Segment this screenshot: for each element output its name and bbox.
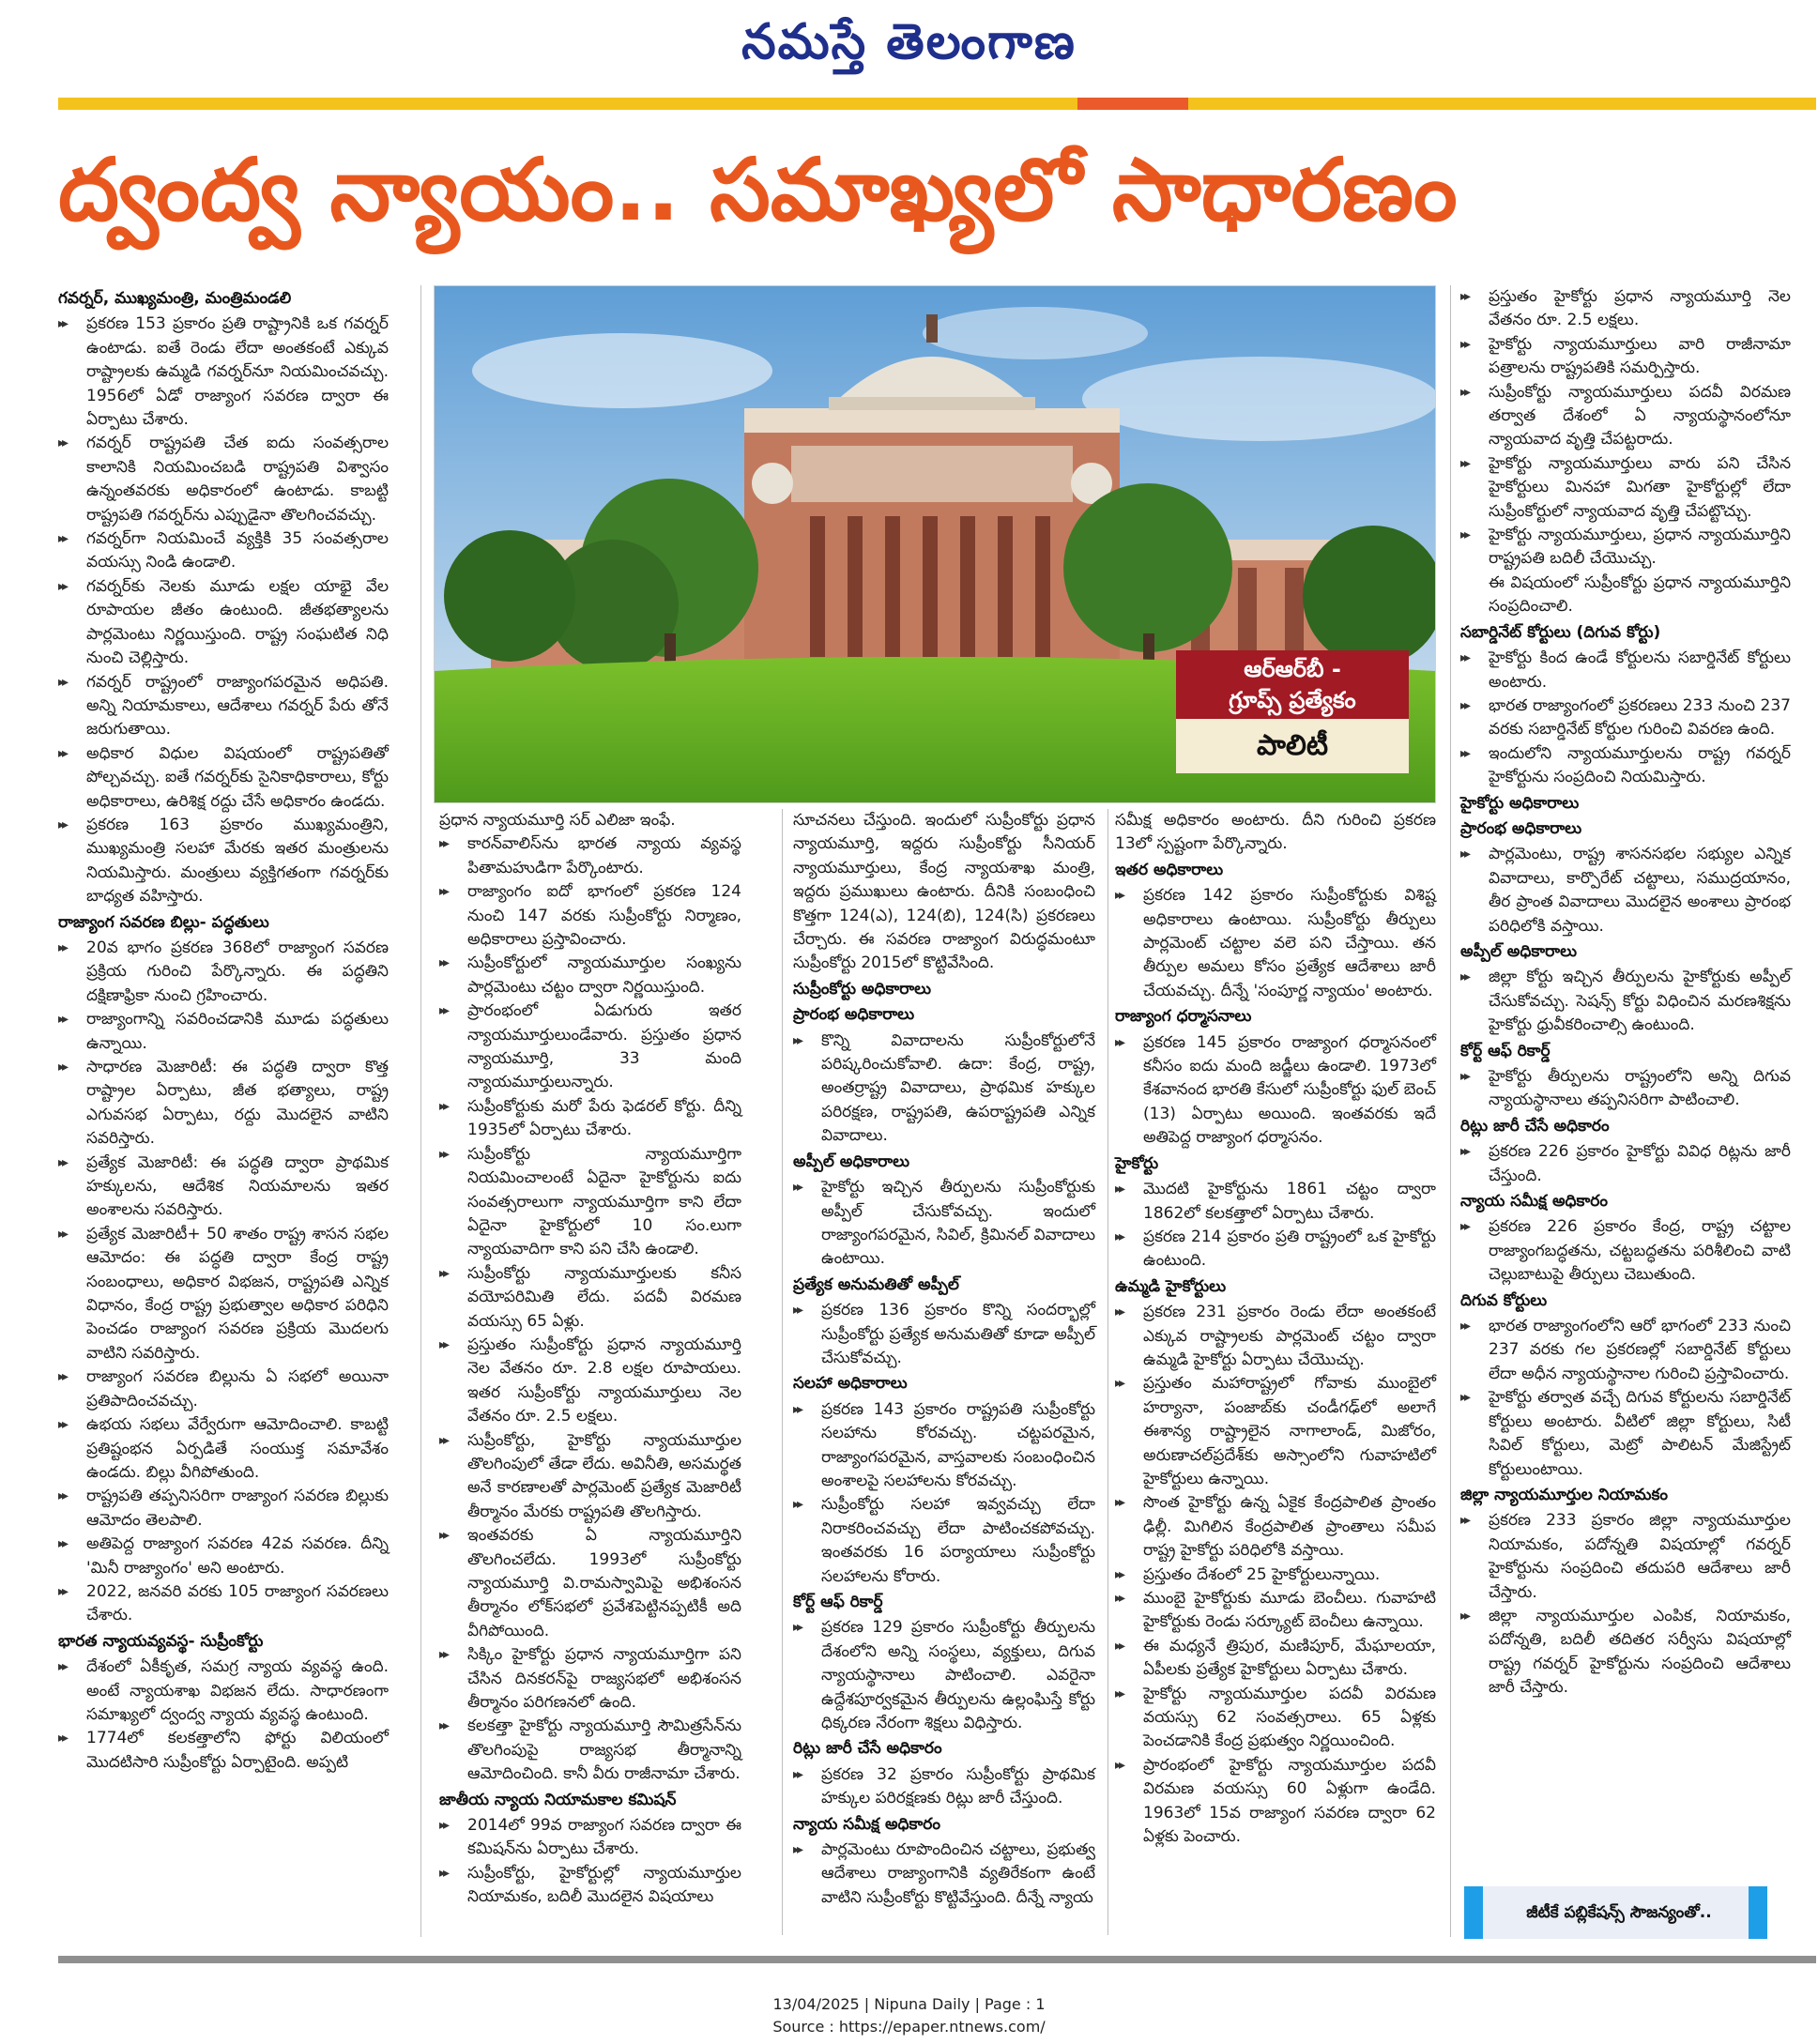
bullet-paragraph: ▸▸ హైకోర్టు తర్వాత వచ్చే దిగువ కోర్టులను సబార్డినేట్ కోర్టులు అంటారు. వీటిలో జిల్లా కోర్టులు, సిటీ సివిల్ కోర్టులు, మెట్రో పాలిటన్ మేజిస్ట్రేట్ కోర్టులుంటాయి. xyxy=(1460,1386,1791,1482)
bullet-paragraph: ▸▸ ఉభయ సభలు వేర్వేరుగా ఆమోదించాలి. కాబట్టి ప్రతిష్టంభన ఏర్పడితే సంయుక్త సమావేశం ఉండదు. బిల్లు వీగిపోతుంది. xyxy=(58,1413,389,1485)
bullet-paragraph: ▸▸ రాజ్యాంగాన్ని సవరించడానికి మూడు పద్ధతులు ఉన్నాయి. xyxy=(58,1008,389,1056)
bullet-paragraph: ▸▸ సుప్రీంకోర్టుకు మరో పేరు ఫెడరల్ కోర్టు. దీన్ని 1935లో ఏర్పాటు చేశారు. xyxy=(439,1095,741,1143)
bullet-paragraph: ▸▸ ప్రారంభంలో ఏడుగురు ఇతర న్యాయమూర్తులుండేవారు. ప్రస్తుతం ప్రధాన న్యాయమూర్తి, 33 మంది న్యాయమూర్తులున్నారు. xyxy=(439,999,741,1095)
bullet-paragraph: ▸▸ సుప్రీంకోర్టు న్యాయమూర్తిగా నియమించాలంటే ఏదైనా హైకోర్టును ఐదు సంవత్సరాలుగా న్యాయమూర్తిగా కాని లేదా ఏదైనా హైకోర్టులో 10 సం.లుగా న్యాయవాదిగా కాని పని చేసి ఉండాలి. xyxy=(439,1143,741,1262)
bullet-paragraph: ▸▸ ప్రకరణ 32 ప్రకారం సుప్రీంకోర్టు ప్రాథమిక హక్కుల పరిరక్షణకు రిట్లు జారీ చేస్తుంది. xyxy=(793,1763,1095,1811)
bullet-paragraph: ▸▸ ప్రస్తుతం దేశంలో 25 హైకోర్టులున్నాయి. xyxy=(1115,1564,1436,1587)
bullet-paragraph: ▸▸ సొంత హైకోర్టు ఉన్న ఏకైక కేంద్రపాలిత ప్రాంతం ఢిల్లీ. మిగిలిన కేంద్రపాలిత ప్రాంతాలు సమీప రాష్ట్ర హైకోర్టు పరిధిలోకి వస్తాయి. xyxy=(1115,1491,1436,1563)
section-heading: కోర్ట్ ఆఫ్ రికార్డ్ xyxy=(793,1593,883,1611)
section-heading: జాతీయ న్యాయ నియామకాల కమిషన్ xyxy=(439,1790,677,1809)
bullet-paragraph: ▸▸ కలకత్తా హైకోర్టు న్యాయమూర్తి సౌమిత్రసేన్‌ను తొలగింపుపై రాజ్యసభ తీర్మానాన్ని ఆమోదించింది. కానీ వీరు రాజీనామా చేశారు. xyxy=(439,1715,741,1786)
bullet-paragraph: ▸▸ ప్రకరణ 226 ప్రకారం హైకోర్టు వివిధ రిట్లను జారీ చేస్తుంది. xyxy=(1460,1140,1791,1188)
bullet-paragraph: ▸▸ గవర్నర్ రాష్ట్రపతి చేత ఐదు సంవత్సరాల కాలానికి నియమించబడి రాష్ట్రపతి విశ్వాసం ఉన్నంతవరకు అధికారంలో ఉంటాడు. కాబట్టి రాష్ట్రపతి గవర్నర్‌ను ఎప్పుడైనా తొలగించవచ్చు. xyxy=(58,432,389,527)
bullet-paragraph: ▸▸ జిల్లా న్యాయమూర్తుల ఎంపిక, నియామకం, పదోన్నతి, బదిలీ తదితర సర్వీసు విషయాల్లో రాష్ట్ర గవర్నర్ హైకోర్టును సంప్రదించి ఆదేశాలు జారీ చేస్తారు. xyxy=(1460,1605,1791,1701)
section-heading: సబార్డినేట్ కోర్టులు (దిగువ కోర్టు) xyxy=(1460,622,1661,642)
bullet-paragraph: ▸▸ ప్రస్తుతం సుప్రీంకోర్టు ప్రధాన న్యాయమూర్తి నెల వేతనం రూ. 2.8 లక్షల రూపాయలు. ఇతర సుప్రీంకోర్టు న్యాయమూర్తులు నెల వేతనం రూ. 2.5 లక్షలు. xyxy=(439,1334,741,1429)
bullet-paragraph: ▸▸ రాజ్యాంగ సవరణ బిల్లును ఏ సభలో అయినా ప్రతిపాదించవచ్చు. xyxy=(58,1365,389,1413)
continued-paragraph: సూచనలు చేస్తుంది. ఇందులో సుప్రీంకోర్టు ప్రధాన న్యాయమూర్తి, ఇద్దరు సుప్రీంకోర్టు సీనియర్ న్యాయమూర్తులు, కేంద్ర న్యాయశాఖ మంత్రి, ఇద్దరు ప్రముఖులు ఉంటారు. దీనికి సంబంధించి కొత్తగా 124(ఎ), 124(బి), 124(సి) ప్రకరణలు చేర్చారు. ఈ సవరణ రాజ్యాంగ విరుద్ధమంటూ సుప్రీంకోర్టు 2015లో కొట్టివేసింది. xyxy=(793,811,1095,973)
bullet-paragraph: ▸▸ 2022, జనవరి వరకు 105 రాజ్యాంగ సవరణలు చేశారు. xyxy=(58,1580,389,1628)
bullet-paragraph: ▸▸ ప్రత్యేక మెజారిటీ+ 50 శాతం రాష్ట్ర శాసన సభల ఆమోదం: ఈ పద్ధతి ద్వారా కేంద్ర రాష్ట్ర సంబంధాలు, అధికార విభజన, రాష్ట్రపతి ఎన్నిక విధానం, కేంద్ర రాష్ట్ర ప్రభుత్వాల అధికార పరిధిని పెంచడం రాజ్యాంగ సవరణ ప్రక్రియ మొదలగు వాటిని సవరిస్తారు. xyxy=(58,1223,389,1365)
bullet-paragraph: ▸▸ సాధారణ మెజారిటీ: ఈ పద్ధతి ద్వారా కొత్త రాష్ట్రాల ఏర్పాటు, జీత భత్యాలు, రాష్ట్ర ఎగువసభ ఏర్పాటు, రద్దు మొదలైన వాటిని సవరిస్తారు. xyxy=(58,1056,389,1152)
bullet-paragraph: ▸▸ ప్రకరణ 231 ప్రకారం రెండు లేదా అంతకంటే ఎక్కువ రాష్ట్రాలకు పార్లమెంట్ చట్టం ద్వారా ఉమ్మడి హైకోర్టు ఏర్పాటు చేయొచ్చు. xyxy=(1115,1301,1436,1372)
bullet-paragraph: ▸▸ ప్రకరణ 233 ప్రకారం జిల్లా న్యాయమూర్తుల నియామకం, పదోన్నతి విషయాల్లో గవర్నర్ హైకోర్టును సంప్రదించి తదుపరి ఆదేశాలు జారీ చేస్తారు. xyxy=(1460,1509,1791,1605)
bullet-paragraph: ▸▸ ప్రకరణ 226 ప్రకారం కేంద్ర, రాష్ట్ర చట్టాల రాజ్యాంగబద్ధతను, చట్టబద్ధతను పరిశీలించి వాటి చెల్లుబాటుపై తీర్పులు చెబుతుంది. xyxy=(1460,1215,1791,1287)
column-divider xyxy=(420,285,421,1937)
bullet-paragraph: ▸▸ 2014లో 99వ రాజ్యాంగ సవరణ ద్వారా ఈ కమిషన్‌ను ఏర్పాటు చేశారు. xyxy=(439,1814,741,1862)
continued-paragraph: సమీక్ష అధికారం అంటారు. దీని గురించి ప్రకరణ 13లో స్పష్టంగా పేర్కొన్నారు. xyxy=(1115,811,1436,854)
credit-bar-left xyxy=(1464,1886,1483,1939)
bullet-paragraph: ▸▸ మొదటి హైకోర్టును 1861 చట్టం ద్వారా 1862లో కలకత్తాలో ఏర్పాటు చేశారు. xyxy=(1115,1178,1436,1226)
bullet-paragraph: ▸▸ గవర్నర్‌కు నెలకు మూడు లక్షల యాభై వేల రూపాయల జీతం ఉంటుంది. జీతభత్యాలను పార్లమెంటు నిర్ణయిస్తుంది. రాష్ట్ర సంఘటిత నిధి నుంచి చెల్లిస్తారు. xyxy=(58,575,389,671)
bullet-paragraph: ▸▸ హైకోర్టు న్యాయమూర్తులు, ప్రధాన న్యాయమూర్తిని రాష్ట్రపతి బదిలీ చేయొచ్చు. xyxy=(1460,524,1791,572)
section-heading: సలహా అధికారాలు xyxy=(793,1374,908,1394)
bullet-paragraph: ▸▸ హైకోర్టు కింద ఉండే కోర్టులను సబార్డినేట్ కోర్టులు అంటారు. xyxy=(1460,647,1791,694)
article-column-3 xyxy=(793,809,1095,1910)
credit-bar-right xyxy=(1749,1886,1767,1939)
section-heading: హైకోర్టు అధికారాలు xyxy=(1460,793,1580,813)
bullet-paragraph: ▸▸ 20వ భాగం ప్రకరణ 368లో రాజ్యాంగ సవరణ ప్రక్రియ గురించి పేర్కొన్నారు. ఈ పద్ధతిని దక్షిణాఫ్రికా నుంచి గ్రహించారు. xyxy=(58,937,389,1008)
section-heading: రాజ్యాంగ సవరణ బిల్లు- పద్ధతులు xyxy=(58,912,269,932)
section-heading: ప్రత్యేక అనుమతితో అప్పీల్ xyxy=(793,1274,959,1294)
section-heading: ఇతర అధికారాలు xyxy=(1115,860,1224,879)
section-heading: భారత న్యాయవ్యవస్థ- సుప్రీంకోర్టు xyxy=(58,1631,264,1651)
article-column-1 xyxy=(58,285,389,1775)
bullet-paragraph: ▸▸ ఇందులోని న్యాయమూర్తులను రాష్ట్ర గవర్నర్ హైకోర్టును సంప్రదించి నియమిస్తారు. xyxy=(1460,742,1791,790)
section-heading: హైకోర్టు xyxy=(1115,1153,1159,1173)
bullet-paragraph: ▸▸ భారత రాజ్యాంగంలో ప్రకరణలు 233 నుంచి 237 వరకు సబార్డినేట్ కోర్టుల గురించి వివరణ ఉంది. xyxy=(1460,694,1791,742)
section-heading: ఉమ్మడి హైకోర్టులు xyxy=(1115,1276,1227,1296)
bullet-paragraph: ▸▸ పార్లమెంటు రూపొందించిన చట్టాలు, ప్రభుత్వ ఆదేశాలు రాజ్యాంగానికి వ్యతిరేకంగా ఉంటే వాటిని సుప్రీంకోర్టు కొట్టివేస్తుంది. దీన్నే న్యాయ xyxy=(793,1838,1095,1910)
article-column-5 xyxy=(1460,285,1791,1701)
bullet-paragraph: ▸▸ ఈ మధ్యనే త్రిపుర, మణిపూర్, మేఘాలయా, ఏపీలకు ప్రత్యేక హైకోర్టులు ఏర్పాటు చేశారు. xyxy=(1115,1635,1436,1683)
bullet-paragraph: ▸▸ హైకోర్టు న్యాయమూర్తుల పదవీ విరమణ వయస్సు 62 సంవత్సరాలు. 65 ఏళ్లకు పెంచడానికి కేంద్ర ప్రభుత్వం నిర్ణయించింది. xyxy=(1115,1683,1436,1754)
section-heading: రిట్లు జారీ చేసే అధికారం xyxy=(793,1739,942,1759)
section-heading: న్యాయ సమీక్ష అధికారం xyxy=(1460,1192,1608,1212)
bullet-paragraph: ▸▸ ప్రకరణ 143 ప్రకారం రాష్ట్రపతి సుప్రీంకోర్టు సలహాను కోరవచ్చు. చట్టపరమైన, రాజ్యాంగపరమైన, వాస్తవాలకు సంబంధించిన అంశాలపై సలహాలను కోరవచ్చు. xyxy=(793,1398,1095,1494)
section-heading: జిల్లా న్యాయమూర్తుల నియామకం xyxy=(1460,1485,1668,1504)
bullet-paragraph: ▸▸ జిల్లా కోర్టు ఇచ్చిన తీర్పులను హైకోర్టుకు అప్పీల్ చేసుకోవచ్చు. సెషన్స్ కోర్టు విధించిన మరణశిక్షను హైకోర్టు ధ్రువీకరించాల్సి ఉంటుంది. xyxy=(1460,966,1791,1037)
note-paragraph: ఈ విషయంలో సుప్రీంకోర్టు ప్రధాన న్యాయమూర్తిని సంప్రదించాలి. xyxy=(1489,572,1791,617)
bullet-paragraph: ▸▸ ప్రస్తుతం హైకోర్టు ప్రధాన న్యాయమూర్తి నెల వేతనం రూ. 2.5 లక్షలు. xyxy=(1460,285,1791,333)
continued-paragraph: ప్రధాన న్యాయమూర్తి సర్ ఎలిజా ఇంఫే. xyxy=(439,811,676,830)
bullet-paragraph: ▸▸ ప్రకరణ 136 ప్రకారం కొన్ని సందర్భాల్లో సుప్రీంకోర్టు ప్రత్యేక అనుమతితో కూడా అప్పీల్ చేసుకోవచ్చు. xyxy=(793,1299,1095,1370)
footer-rule xyxy=(58,1956,1816,1963)
bullet-paragraph: ▸▸ సుప్రీంకోర్టు, హైకోర్టు న్యాయమూర్తుల తొలగింపులో తేడా లేదు. అవినీతి, అసమర్థత అనే కారణాలతో పార్లమెంట్ ప్రత్యేక మెజారిటీ తీర్మానం మేరకు రాష్ట్రపతి తొలగిస్తారు. xyxy=(439,1429,741,1525)
bullet-paragraph: ▸▸ హైకోర్టు న్యాయమూర్తులు వారు పని చేసిన హైకోర్టులు మినహా మిగతా హైకోర్టుల్లో లేదా సుప్రీంకోర్టులో న్యాయవాద వృత్తి చేపట్టొచ్చు. xyxy=(1460,452,1791,524)
section-heading: కోర్ట్ ఆఫ్ రికార్డ్ xyxy=(1460,1041,1551,1060)
credit-box xyxy=(1464,1886,1767,1939)
bullet-paragraph: ▸▸ రాజ్యాంగం ఐదో భాగంలో ప్రకరణ 124 నుంచి 147 వరకు సుప్రీంకోర్టు నిర్మాణం, అధికారాలు ప్రస్తావించారు. xyxy=(439,880,741,952)
bullet-paragraph: ▸▸ సుప్రీంకోర్టు సలహా ఇవ్వవచ్చు లేదా నిరాకరించవచ్చు లేదా పాటించకపోవచ్చు. ఇంతవరకు 16 పర్యాయాలు సుప్రీంకోర్టు సలహాలను కోరారు. xyxy=(793,1493,1095,1589)
footer-source-line: Source : https://epaper.ntnews.com/ xyxy=(772,2018,1046,2036)
topic-badge: పాలిటీ xyxy=(1176,719,1409,773)
bullet-paragraph: ▸▸ రాష్ట్రపతి తప్పనిసరిగా రాజ్యాంగ సవరణ బిల్లుకు ఆమోదం తెలపాలి. xyxy=(58,1485,389,1533)
bullet-paragraph: ▸▸ ప్రకరణ 153 ప్రకారం ప్రతి రాష్ట్రానికి ఒక గవర్నర్ ఉంటాడు. ఐతే రెండు లేదా అంతకంటే ఎక్కువ రాష్ట్రాలకు ఉమ్మడి గవర్నర్‌నూ నియమించవచ్చు. 1956లో ఏడో రాజ్యాంగ సవరణ ద్వారా ఈ ఏర్పాటు చేశారు. xyxy=(58,313,389,432)
bullet-paragraph: ▸▸ హైకోర్టు తీర్పులను రాష్ట్రంలోని అన్ని దిగువ న్యాయస్థానాలు తప్పనిసరిగా పాటించాలి. xyxy=(1460,1065,1791,1113)
bullet-paragraph: ▸▸ ప్రకరణ 214 ప్రకారం ప్రతి రాష్ట్రంలో ఒక హైకోర్టు ఉంటుంది. xyxy=(1115,1226,1436,1274)
section-heading: దిగువ కోర్టులు xyxy=(1460,1290,1548,1310)
bullet-paragraph: ▸▸ సిక్కిం హైకోర్టు ప్రధాన న్యాయమూర్తిగా పని చేసిన దినకరన్‌పై రాజ్యసభలో అభిశంసన తీర్మానం పరిగణనలో ఉంది. xyxy=(439,1643,741,1715)
section-heading: రాజ్యాంగ ధర్మాసనాలు xyxy=(1115,1007,1252,1027)
bullet-paragraph: ▸▸ 1774లో కలకత్తాలోని ఫోర్టు విలియంలో మొదటిసారి సుప్రీంకోర్టు ఏర్పాటైంది. అప్పటి xyxy=(58,1727,389,1775)
column-divider xyxy=(1450,285,1451,1937)
bullet-paragraph: ▸▸ అతిపెద్ద రాజ్యాంగ సవరణ 42వ సవరణ. దీన్ని 'మినీ రాజ్యాంగం' అని అంటారు. xyxy=(58,1533,389,1580)
section-heading: అప్పీల్ అధికారాలు xyxy=(1460,941,1578,961)
bullet-paragraph: ▸▸ హైకోర్టు ఇచ్చిన తీర్పులను సుప్రీంకోర్టుకు అప్పీల్ చేసుకోవచ్చు. ఇందులో రాజ్యాంగపరమైన, సివిల్, క్రిమినల్ వివాదాలు ఉంటాయి. xyxy=(793,1176,1095,1272)
bullet-paragraph: ▸▸ ముంబై హైకోర్టుకు మూడు బెంచీలు. గువాహటి హైకోర్టుకు రెండు సర్క్యూట్ బెంచీలు ఉన్నాయి. xyxy=(1115,1587,1436,1635)
page-footer xyxy=(0,1993,1818,2038)
section-heading: రిట్లు జారీ చేసే అధికారం xyxy=(1460,1116,1610,1136)
bullet-paragraph: ▸▸ ప్రకరణ 142 ప్రకారం సుప్రీంకోర్టుకు విశిష్ట అధికారాలు ఉంటాయి. సుప్రీంకోర్టు తీర్పులు పార్లమెంట్ చట్టాల వలె పని చేస్తాయి. తన తీర్పుల అమలు కోసం ప్రత్యేక ఆదేశాలు జారీ చేయవచ్చు. దీన్నే 'సంపూర్ణ న్యాయం' అంటారు. xyxy=(1115,884,1436,1003)
bullet-paragraph: ▸▸ ప్రకరణ 145 ప్రకారం రాజ్యాంగ ధర్మాసనంలో కనీసం ఐదు మంది జడ్జీలు ఉండాలి. 1973లో కేశవానంద భారతి కేసులో సుప్రీంకోర్టు ఫుల్ బెంచ్ (13) ఏర్పాటు అయింది. ఇంతవరకు ఇదే అతిపెద్ద రాజ్యాంగ ధర్మాసనం. xyxy=(1115,1031,1436,1151)
bullet-paragraph: ▸▸ పార్లమెంటు, రాష్ట్ర శాసనసభల సభ్యుల ఎన్నిక వివాదాలు, కార్పొరేట్ చట్టాలు, సముద్రయానం, తీర ప్రాంత వివాదాలు మొదలైన అంశాలు ప్రారంభ పరిధిలోకి వస్తాయి. xyxy=(1460,843,1791,938)
header-rule-accent xyxy=(1077,98,1188,110)
bullet-paragraph: ▸▸ కారన్‌వాలిస్‌ను భారత న్యాయ వ్యవస్థ పితామహుడిగా పేర్కొంటారు. xyxy=(439,832,741,880)
series-badge-line2: గ్రూప్స్ ప్రత్యేకం xyxy=(1229,687,1356,713)
section-heading: ప్రారంభ అధికారాలు xyxy=(1460,818,1582,838)
bullet-paragraph: ▸▸ ప్రకరణ 129 ప్రకారం సుప్రీంకోర్టు తీర్పులను దేశంలోని అన్ని సంస్థలు, వ్యక్తులు, దిగువ న్యాయస్థానాలు పాటించాలి. ఎవరైనా ఉద్దేశపూర్వకమైన తీర్పులను ఉల్లంఘిస్తే కోర్టు ధిక్కరణ నేరంగా శిక్షలు విధిస్తారు. xyxy=(793,1616,1095,1735)
article-column-2 xyxy=(439,809,741,1910)
bullet-paragraph: ▸▸ భారత రాజ్యాంగంలోని ఆరో భాగంలో 233 నుంచి 237 వరకు గల ప్రకరణల్లో సబార్డినేట్ కోర్టులు లేదా అధీన న్యాయస్థానాల గురించి ప్రస్తావించారు. xyxy=(1460,1315,1791,1386)
bullet-paragraph: ▸▸ హైకోర్టు న్యాయమూర్తులు వారి రాజీనామా పత్రాలను రాష్ట్రపతికి సమర్పిస్తారు. xyxy=(1460,333,1791,381)
bullet-paragraph: ▸▸ అధికార విధుల విషయంలో రాష్ట్రపతితో పోల్చవచ్చు. ఐతే గవర్నర్‌కు సైనికాధికారాలు, కోర్టు అధికారాలు, ఉరిశిక్ష రద్దు చేసే అధికారం ఉండదు. xyxy=(58,742,389,814)
section-heading: న్యాయ సమీక్ష అధికారం xyxy=(793,1814,940,1834)
bullet-paragraph: ▸▸ ప్రస్తుతం మహారాష్ట్రలో గోవాకు ముంబైలో హర్యానా, పంజాబ్‌కు చండీగఢ్‌లో అలాగే ఈశాన్య రాష్ట్రాలైన నాగాలాండ్, మిజోరం, అరుణాచల్‌ప్రదేశ్‌కు అస్సాంలోని గువాహటిలో హైకోర్టులు ఉన్నాయి. xyxy=(1115,1372,1436,1491)
section-heading: సుప్రీంకోర్టు అధికారాలు xyxy=(793,979,932,999)
bullet-paragraph: ▸▸ ప్రకరణ 163 ప్రకారం ముఖ్యమంత్రిని, ముఖ్యమంత్రి సలహా మేరకు ఇతర మంత్రులను నియమిస్తారు. మంత్రులు వ్యక్తిగతంగా గవర్నర్‌కు బాధ్యత వహిస్తారు. xyxy=(58,814,389,909)
bullet-paragraph: ▸▸ దేశంలో ఏకీకృత, సమగ్ర న్యాయ వ్యవస్థ ఉంది. అంటే న్యాయశాఖ విభజన లేదు. సాధారణంగా సమాఖ్యలో ద్వంద్వ న్యాయ వ్యవస్థ ఉంటుంది. xyxy=(58,1655,389,1727)
bullet-paragraph: ▸▸ ప్రారంభంలో హైకోర్టు న్యాయమూర్తుల పదవీ విరమణ వయస్సు 60 ఏళ్లుగా ఉండేది. 1963లో 15వ రాజ్యాంగ సవరణ ద్వారా 62 ఏళ్లకు పెంచారు. xyxy=(1115,1754,1436,1850)
section-heading: గవర్నర్, ముఖ్యమంత్రి, మంత్రిమండలి xyxy=(58,289,292,308)
column-divider xyxy=(782,809,783,1935)
bullet-paragraph: ▸▸ సుప్రీంకోర్టు న్యాయమూర్తులకు కనీస వయోపరిమితి లేదు. పదవీ విరమణ వయస్సు 65 ఏళ్లు. xyxy=(439,1262,741,1334)
article-column-4 xyxy=(1115,809,1436,1849)
series-badge xyxy=(1176,650,1409,719)
series-badge-line1: ఆర్ఆర్‌బీ - xyxy=(1244,656,1341,682)
bullet-paragraph: ▸▸ గవర్నర్‌గా నియమించే వ్యక్తికి 35 సంవత్సరాల వయస్సు నిండి ఉండాలి. xyxy=(58,527,389,575)
bullet-paragraph: ▸▸ సుప్రీంకోర్టు న్యాయమూర్తులు పదవీ విరమణ తర్వాత దేశంలో ఏ న్యాయస్థానంలోనూ న్యాయవాద వృత్తి చేపట్టరాదు. xyxy=(1460,381,1791,452)
bullet-paragraph: ▸▸ సుప్రీంకోర్టులో న్యాయమూర్తుల సంఖ్యను పార్లమెంటు చట్టం ద్వారా నిర్ణయిస్తుంది. xyxy=(439,952,741,999)
bullet-paragraph: ▸▸ సుప్రీంకోర్టు, హైకోర్టుల్లో న్యాయమూర్తుల నియామకం, బదిలీ మొదలైన విషయాలు xyxy=(439,1862,741,1910)
page-headline: ద్వంద్వ న్యాయం.. సమాఖ్యలో సాధారణం xyxy=(58,140,1458,240)
credit-text: జీటీకే పబ్లికేషన్స్ సౌజన్యంతో.. xyxy=(1526,1903,1712,1922)
section-heading: ప్రారంభ అధికారాలు xyxy=(793,1005,915,1025)
bullet-paragraph: ▸▸ ప్రత్యేక మెజారిటీ: ఈ పద్ధతి ద్వారా ప్రాథమిక హక్కులను, ఆదేశిక నియమాలను ఇతర అంశాలను సవరిస్తారు. xyxy=(58,1152,389,1223)
masthead-logo: నమస్తే తెలంగాణ xyxy=(741,13,1077,70)
section-heading: అప్పీల్ అధికారాలు xyxy=(793,1152,910,1171)
bullet-paragraph: ▸▸ కొన్ని వివాదాలను సుప్రీంకోర్టులోనే పరిష్కరించుకోవాలి. ఉదా: కేంద్ర, రాష్ట్ర, అంతర్రాష్ట్ర వివాదాలు, ప్రాథమిక హక్కుల పరిరక్షణ, రాష్ట్రపతి, ఉపరాష్ట్రపతి ఎన్నిక వివాదాలు. xyxy=(793,1030,1095,1149)
bullet-paragraph: ▸▸ గవర్నర్ రాష్ట్రంలో రాజ్యాంగపరమైన అధిపతి. అన్ని నియామకాలు, ఆదేశాలు గవర్నర్ పేరు తోనే జరుగుతాయి. xyxy=(58,671,389,742)
footer-date-line: 13/04/2025 | Nipuna Daily | Page : 1 xyxy=(772,1995,1046,2013)
bullet-paragraph: ▸▸ ఇంతవరకు ఏ న్యాయమూర్తిని తొలగించలేదు. 1993లో సుప్రీంకోర్టు న్యాయమూర్తి వి.రామస్వామిపై అభిశంసన తీర్మానం లోక్‌సభలో ప్రవేశపెట్టినప్పటికీ అది వీగిపోయింది. xyxy=(439,1524,741,1643)
header-rule xyxy=(58,98,1816,110)
